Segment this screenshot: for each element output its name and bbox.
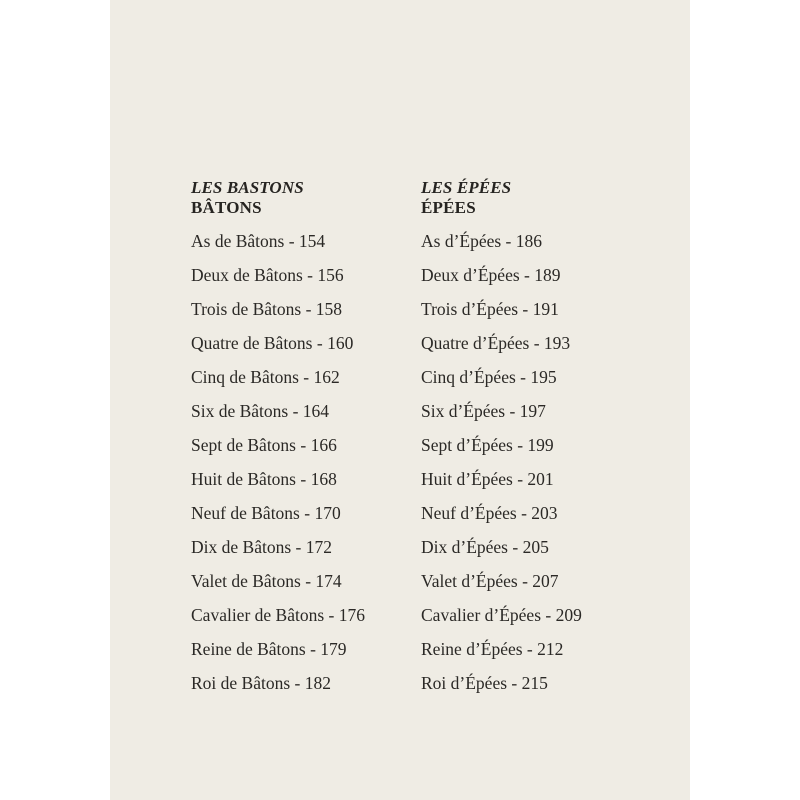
contents-entry: Quatre de Bâtons - 160 <box>191 333 354 353</box>
contents-entry: Quatre d’Épées - 193 <box>421 333 571 353</box>
contents-entry: Trois d’Épées - 191 <box>421 299 559 319</box>
column-subtitle: LES BASTONS <box>191 178 304 197</box>
column-heading: ÉPÉES <box>421 198 476 217</box>
contents-entry: Roi de Bâtons - 182 <box>191 673 331 693</box>
contents-entry: Cinq de Bâtons - 162 <box>191 367 340 387</box>
contents-entry: As d’Épées - 186 <box>421 231 543 251</box>
contents-entry: Reine de Bâtons - 179 <box>191 639 347 659</box>
contents-entry: Reine d’Épées - 212 <box>421 639 564 659</box>
contents-entry: Trois de Bâtons - 158 <box>191 299 343 319</box>
contents-column-batons <box>191 178 365 700</box>
contents-entry: As de Bâtons - 154 <box>191 231 326 251</box>
contents-entry: Deux d’Épées - 189 <box>421 265 561 285</box>
contents-entry: Neuf d’Épées - 203 <box>421 503 558 523</box>
contents-entry: Sept d’Épées - 199 <box>421 435 554 455</box>
contents-entry: Huit de Bâtons - 168 <box>191 469 337 489</box>
column-subtitle: LES ÉPÉES <box>421 178 512 197</box>
contents-entry: Roi d’Épées - 215 <box>421 673 548 693</box>
contents-list <box>191 224 365 700</box>
column-heading: BÂTONS <box>191 198 262 217</box>
contents-entry: Cinq d’Épées - 195 <box>421 367 557 387</box>
contents-entry: Sept de Bâtons - 166 <box>191 435 337 455</box>
contents-entry: Valet d’Épées - 207 <box>421 571 559 591</box>
contents-entry: Cavalier de Bâtons - 176 <box>191 605 365 625</box>
contents-entry: Dix d’Épées - 205 <box>421 537 549 557</box>
contents-entry: Dix de Bâtons - 172 <box>191 537 332 557</box>
contents-entry: Six d’Épées - 197 <box>421 401 546 421</box>
contents-entry: Huit d’Épées - 201 <box>421 469 554 489</box>
contents-entry: Six de Bâtons - 164 <box>191 401 330 421</box>
contents-entry: Valet de Bâtons - 174 <box>191 571 342 591</box>
book-page <box>110 0 690 800</box>
contents-entry: Cavalier d’Épées - 209 <box>421 605 582 625</box>
contents-entry: Deux de Bâtons - 156 <box>191 265 344 285</box>
contents-entry: Neuf de Bâtons - 170 <box>191 503 341 523</box>
contents-column-epees <box>421 178 582 700</box>
contents-list <box>421 224 582 700</box>
